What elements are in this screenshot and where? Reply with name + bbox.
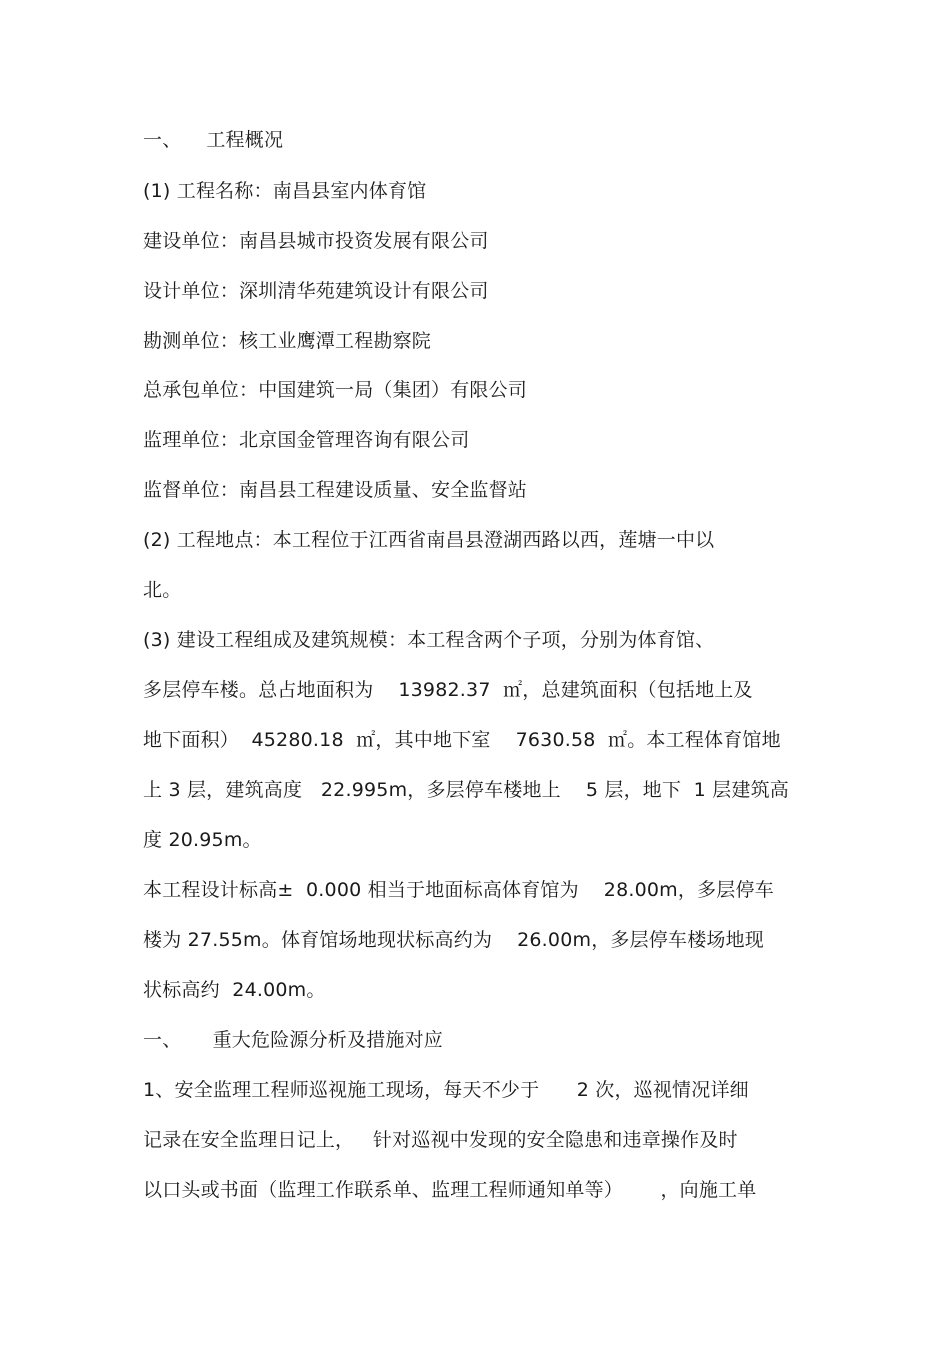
inspection-line-3: 以口头或书面（监理工作联系单、监理工程师通知单等） ，向施工单 bbox=[143, 1179, 757, 1201]
composition-line-4: 上 3 层，建筑高度 22.995m，多层停车楼地上 5 层，地下 1 层建筑高 bbox=[143, 779, 789, 801]
design-unit-line: 设计单位：深圳清华苑建筑设计有限公司 bbox=[143, 280, 489, 302]
inspection-line-2: 记录在安全监理日记上， 针对巡视中发现的安全隐患和违章操作及时 bbox=[143, 1129, 738, 1151]
elevation-line-2: 楼为 27.55m。体育馆场地现状标高约为 26.00m，多层停车楼场地现 bbox=[143, 929, 765, 951]
inspection-line-1: 1、安全监理工程师巡视施工现场，每天不少于 2 次，巡视情况详细 bbox=[143, 1079, 749, 1101]
oversight-unit-line: 监督单位：南昌县工程建设质量、安全监督站 bbox=[143, 479, 528, 501]
composition-line-5: 度 20.95m。 bbox=[143, 829, 262, 851]
composition-line-1: (3) 建设工程组成及建筑规模：本工程含两个子项，分别为体育馆、 bbox=[143, 629, 715, 651]
survey-unit-line: 勘测单位：核工业鹰潭工程勘察院 bbox=[143, 330, 432, 352]
supervision-unit-line: 监理单位：北京国金管理咨询有限公司 bbox=[143, 429, 470, 451]
elevation-line-3: 状标高约 24.00m。 bbox=[143, 979, 326, 1001]
project-location-line-cont: 北。 bbox=[143, 579, 182, 601]
construction-unit-line: 建设单位：南昌县城市投资发展有限公司 bbox=[143, 230, 489, 252]
project-name-line: (1) 工程名称：南昌县室内体育馆 bbox=[143, 180, 427, 202]
general-contractor-line: 总承包单位：中国建筑一局（集团）有限公司 bbox=[143, 379, 528, 401]
section-heading-hazard-analysis: 一、 重大危险源分析及措施对应 bbox=[143, 1029, 443, 1051]
project-location-line: (2) 工程地点：本工程位于江西省南昌县澄湖西路以西，莲塘一中以 bbox=[143, 529, 715, 551]
composition-line-2: 多层停车楼。总占地面积为 13982.37 ㎡，总建筑面积（包括地上及 bbox=[143, 679, 753, 701]
composition-line-3: 地下面积） 45280.18 ㎡，其中地下室 7630.58 ㎡。本工程体育馆地 bbox=[143, 729, 781, 751]
elevation-line-1: 本工程设计标高± 0.000 相当于地面标高体育馆为 28.00m，多层停车 bbox=[143, 879, 774, 901]
section-heading-project-overview: 一、 工程概况 bbox=[143, 129, 284, 151]
